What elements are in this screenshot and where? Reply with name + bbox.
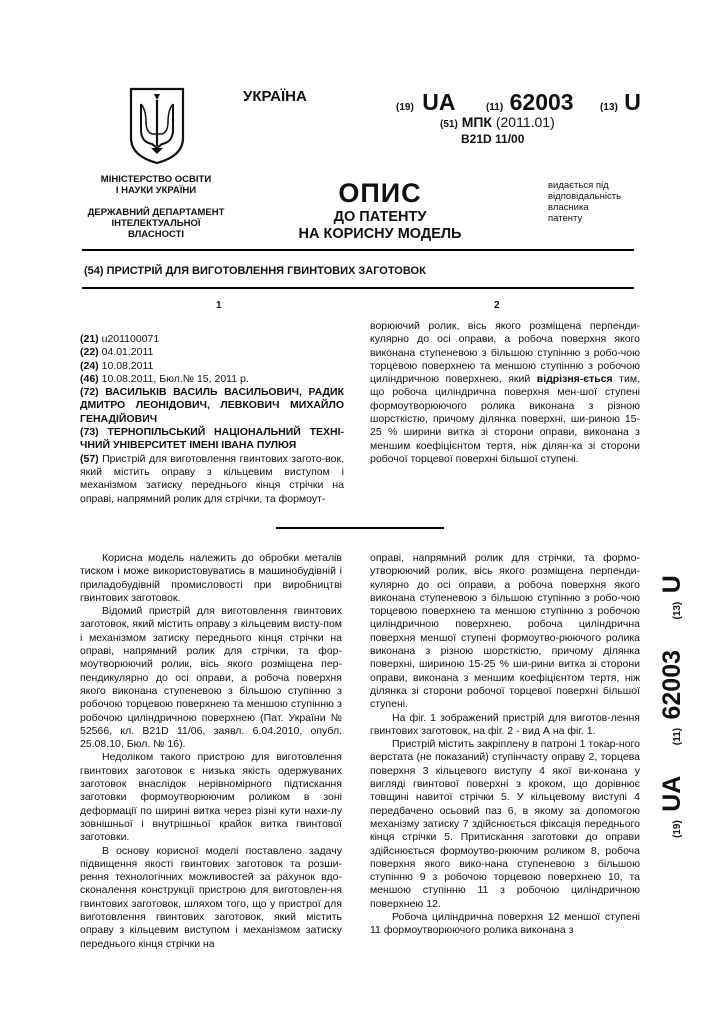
vertical-kind-code: U [658,575,686,594]
mpk-label: МПК [461,114,492,130]
desc-right-para-4: Робоча циліндрична поверхня 12 меншої ступені 11 формоутворюючого ролика виконана з [370,911,640,937]
department-line-2: ІНТЕЛЕКТУАЛЬНОЇ [111,218,201,229]
field-73: (73) ТЕРНОПІЛЬСЬКИЙ НАЦІОНАЛЬНИЙ ТЕХНІ-ЧНИЙ УНІВЕРСИТЕТ ІМЕНІ ІВАНА ПУЛЮЯ [80,426,344,452]
claim-paragraph: ворюючий ролик, вісь якого розміщена перпенди-кулярно до осі оправи, а робоча поверхня якого виконана ступеневою з більшою ступінню з робо-чою торцевою поверхнею та меншою ступінню з робочою циліндричною поверхнею, який відрізня-ється тим, що робоча циліндрична поверхня мен-шої ступені формоутворюючого ролика виконана з різною шорсткістю, причому ділянка поверхні, ши-риною 15-25 % ширини витка зі сторони оправи, виконана з меншим коефіцієнтом тертя, ніж ділян-ка зі сторони робочої торцевої поверхні більшої ступені. [370,320,640,465]
header-rule [82,249,634,251]
ipc-line [440,114,555,130]
bibliographic-data [80,333,344,506]
note-line-3: власника [548,202,589,213]
vertical-patent-number [658,575,687,838]
desc-left-para-1: Корисна модель належить до обробки металів тиском і може використовуватись в машинобудівній і приладобудівній промисловості при виробництві гвинтових заготовок. [80,552,342,604]
code-13: (13) [600,102,618,113]
document-subtitle-2: НА КОРИСНУ МОДЕЛЬ [298,226,462,242]
patent-number: 62003 [509,89,574,115]
desc-left-para-3: Недоліком такого пристрою для виготовлення гвинтових заготовок є низька якість одержуваних заготовок внаслідок нерівномірного підтискання заготовки формоутворюючим роликом в зоні деформації по ширині витка через різні кути нахи-лу зовнішньої і внутрішньої крайок витка гвинтової заготовки. [80,751,342,844]
document-subtitle [290,209,470,243]
vertical-number: 62003 [658,649,686,720]
country-name: УКРАЇНА [243,88,307,105]
column-number-right: 2 [494,300,500,311]
vertical-code-19: (19) [672,820,683,838]
description-left [80,552,342,951]
desc-right-para-1: оправі, напрямний ролик для стрічки, та формо-утворюючий ролик, вісь якого розміщена перпенди-кулярно до осі оправи, а робоча поверхня якого виконана ступеневою з більшою ступінню з робо-чою торцевою поверхнею та меншою ступінню з робочою циліндричною поверхнею, робоча циліндрична поверхня меншої ступені формоутво-рюючого ролика виконана з різною шорсткістю, причому ділянка поверхні, шириною 15-25 % ши-рини витка зі сторони оправи, виконана з меншим коефіцієнтом тертя, ніж ділянка зі сторони робочої торцевої поверхні більшої ступені. [370,552,640,711]
field-24: (24) 10.08.2011 [80,359,154,372]
vertical-code-13: (13) [672,601,683,620]
code-11: (11) [485,102,504,113]
ministry-line-2: І НАУКИ УКРАЇНИ [115,185,197,196]
vertical-code-11: (11) [672,727,683,746]
ministry-block [88,174,224,196]
vertical-country-code: UA [658,775,686,812]
desc-right-para-2: На фіг. 1 зображений пристрій для виготов-лення гвинтових заготовок, на фіг. 2 - вид А на фіг. 1. [370,711,640,737]
desc-left-para-4: В основу корисної моделі поставлено задачу підвищення якості гвинтових заготовок та розши-рення технологічних можливостей за рахунок вдо-сконалення конструкції пристрою для виготовлен-ня гвинтових заготовок, шляхом того, що у пристрої для виготовлення гвинтових заготовок, який містить оправу з кільцевим виступом і механізмом затиску переднього кінця стрічки на [80,844,342,950]
department-line-1: ДЕРЖАВНИЙ ДЕПАРТАМЕНТ [87,207,225,218]
claim-text [370,320,640,466]
section-separator [276,527,444,529]
ministry-line-1: МІНІСТЕРСТВО ОСВІТИ [100,174,212,185]
desc-right-para-3: Пристрій містить закріплену в патроні 1 токар-ного верстата (не показаний) ступінчасту оправу 2, торцева поверхня 3 кільцевого виступу 4 якої ви-конана у вигляді гвинтової поверхні з кроком, що дорівнює товщині навитої стрічки 5. У кільцевому виступі 4 передбачено осьовий паз 6, в якому за допомогою механізму затиску 7 здійснюється фіксація переднього кінця стрічки 5. Притискання заготовки до оправи здійснюється формоутво-рюючим роликом 8, робоча поверхня якого вико-нана ступеневою з більшою ступінню 9 з робочою торцевою поверхнею 10, та меншою ступінню 11 з робочою циліндричною поверхнею 12. [370,738,640,910]
code-19: (19) [396,102,414,113]
country-code: UA [422,89,456,115]
patent-number-line [396,89,641,116]
column-number-left: 1 [216,300,222,311]
note-line-4: патенту [548,213,583,224]
field-22: (22) 04.01.2011 [80,346,154,359]
kind-code: U [624,89,641,115]
field-46: (46) 10.08.2011, Бюл.№ 15, 2011 р. [80,372,249,385]
field-21: (21) u201100071 [80,333,160,345]
ipc-class: B21D 11/00 [461,132,525,146]
title-rule [82,287,634,289]
field-72: (72) ВАСИЛЬКІВ ВАСИЛЬ ВАСИЛЬОВИЧ, РАДИК ДМИТРО ЛЕОНІДОВИЧ, ЛЕВКОВИЧ МИХАЙЛО ГЕНАДІЙОВИЧ [80,386,344,425]
field-57: (57) Пристрій для виготовлення гвинтових загото-вок, який містить оправу з кільцевим виступом і механізмом затиску переднього кінця стрічки на оправі, напрямний ролик для стрічки, та формоут- [80,452,344,505]
mpk-year: (2011.01) [495,114,555,130]
responsibility-note [548,180,621,224]
department-block [80,207,232,240]
document-subtitle-1: ДО ПАТЕНТУ [333,209,427,225]
note-line-2: відповідальність [548,191,622,202]
department-line-3: ВЛАСНОСТІ [127,229,185,240]
coat-of-arms-icon [128,86,186,166]
desc-left-para-2: Відомий пристрій для виготовлення гвинтових заготовок, який містить оправу з кільцевим висту-пом і механізмом затиску переднього кінця стрічки на оправі, напрямний ролик для стрічки, та фор-моутворюючий ролик, вісь якого розміщена пер-пендикулярно до осі оправи, а робоча поверхня якого виконана ступеневою з більшою ступінню з робочою торцевою поверхнею та меншою ступінню з робочою циліндричною поверхнею (Пат. України № 52566, кл. B21D 11/06, заявл. 6.04.2010, опубл. 25.08.10, Бюл. № 16). [80,605,342,751]
invention-title: (54) ПРИСТРІЙ ДЛЯ ВИГОТОВЛЕННЯ ГВИНТОВИХ ЗАГОТОВОК [84,265,426,277]
note-line-1: видається під [548,180,609,191]
document-title: ОПИС [338,178,422,208]
description-right [370,552,640,938]
code-51: (51) [440,119,458,130]
